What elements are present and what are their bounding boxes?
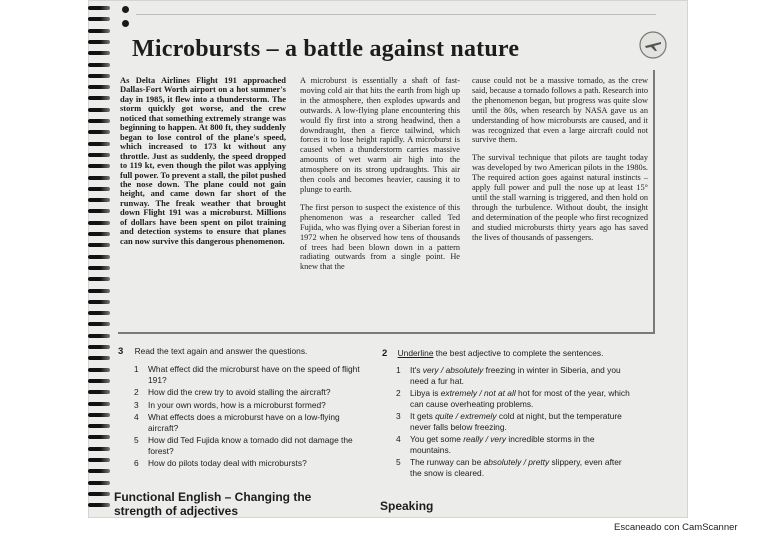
sentence-item <box>396 388 630 409</box>
sentence-start: Libya is <box>410 388 441 398</box>
article-box <box>118 70 655 334</box>
spiral-ring <box>88 435 110 439</box>
spiral-ring <box>88 322 110 326</box>
sentence-end: incredible storms in the mountains. <box>410 434 595 455</box>
sentence-end: slippery, even after the snow is cleared. <box>410 457 622 478</box>
sentence-number: 3 <box>396 411 401 421</box>
question-list <box>134 364 368 471</box>
sentence-number: 2 <box>396 388 401 398</box>
spiral-ring <box>88 413 110 417</box>
spiral-ring <box>88 402 110 406</box>
sentence-end: cold at night, but the temperature never falls below freezing. <box>410 411 622 432</box>
spiral-ring <box>88 17 110 21</box>
adjective-choices: absolutely / pretty <box>483 457 550 467</box>
binding-hole <box>122 6 129 13</box>
spiral-ring <box>88 492 110 496</box>
sentence-item <box>396 457 630 478</box>
article-column-1 <box>120 76 286 254</box>
spiral-ring <box>88 63 110 67</box>
spiral-ring <box>88 458 110 462</box>
sentence-end: freezing in winter in Siberia, and you need a fur hat. <box>410 365 621 386</box>
question-text: How do pilots today deal with microbursts? <box>148 458 307 468</box>
question-item <box>134 412 368 433</box>
spiral-ring <box>88 255 110 259</box>
spiral-ring <box>88 277 110 281</box>
binding-hole <box>122 20 129 27</box>
adjective-choices: really / very <box>463 434 507 444</box>
sentence-list <box>396 365 630 480</box>
spiral-ring <box>88 232 110 236</box>
adjective-choices: very / absolutely <box>422 365 484 375</box>
spiral-ring <box>88 108 110 112</box>
sentence-start: The runway can be <box>410 457 484 467</box>
spiral-ring <box>88 481 110 485</box>
sentence-number: 5 <box>396 457 401 467</box>
spiral-ring <box>88 153 110 157</box>
question-number: 3 <box>134 399 139 410</box>
article-paragraph: A microburst is essentially a shaft of fast-moving cold air that hits the earth from high up in the atmosphere, then explodes upwards and outwards. A low-flying plane encountering this would fly first into a strong headwind, then a downdraught, then a fierce tailwind, which forces it to lose height rapidly. A microburst is caused when a thunderstorm carries massive amounts of wet warm air high into the atmosphere on its strong updraughts. This air then cools and becomes heavier, causing it to plunge to earth. <box>300 76 460 194</box>
spiral-ring <box>88 334 110 338</box>
question-item <box>134 364 368 385</box>
sentence-start: It gets <box>410 411 436 421</box>
exercise-3-heading <box>118 346 307 358</box>
spiral-ring <box>88 289 110 293</box>
exercise-instruction: Read the text again and answer the questions. <box>134 346 308 356</box>
spiral-ring <box>88 300 110 304</box>
question-number: 2 <box>134 387 139 397</box>
spiral-ring <box>88 142 110 146</box>
exercise-instruction-underlined: Underline <box>397 348 434 358</box>
functional-english-heading: Functional English – Changing the strength of adjectives <box>114 490 312 518</box>
spiral-ring <box>88 447 110 451</box>
spiral-ring <box>88 221 110 225</box>
article-paragraph: cause could not be a massive tornado, as the crew said, because a tornado follows a path. Research into the phenomenon began, but progress was quite slow until the 80s, when research by NASA gave us an understanding of how microbursts are caused, and it was recognized that even a large aircraft could not survive them. <box>472 76 648 145</box>
question-item <box>134 400 368 411</box>
exercise-number: 2 <box>382 348 388 359</box>
spiral-ring <box>88 424 110 428</box>
sentence-number: 4 <box>396 434 401 444</box>
article-paragraph: The first person to suspect the existence of this phenomenon was a researcher called Ted Fujida, who was flying over a Siberian forest in 1972 when he observed how tens of thousands of trees had been blown down in a pattern radiating outwards from a single point. He knew that the <box>300 202 460 272</box>
spiral-ring <box>88 6 110 10</box>
question-text: What effect did the microburst have on the speed of flight 191? <box>148 364 360 385</box>
spiral-ring <box>88 469 110 473</box>
question-text: What effects does a microburst have on a low-flying aircraft? <box>148 412 340 433</box>
spiral-ring <box>88 164 110 168</box>
exercise-2-heading <box>382 348 603 360</box>
sentence-start: You get some <box>410 434 464 444</box>
article-paragraph: The survival technique that pilots are taught today was developed by two American pilots in the 1980s. The required action goes against natural instincts – apply full power and pull the nose up at least 15° until the stall warning is triggered, and then hold on through the turbulence. Without doubt, the insight and determination of the people who first recognized and studied microbursts thirty years ago has saved the lives of thousands of passengers. <box>472 153 648 242</box>
spiral-ring <box>88 198 110 202</box>
spiral-ring <box>88 379 110 383</box>
question-text: How did the crew try to avoid stalling the aircraft? <box>148 387 331 397</box>
plane-logo-icon <box>638 30 668 60</box>
article-title: Microbursts – a battle against nature <box>132 36 520 62</box>
question-text: How did Ted Fujida know a tornado did not damage the forest? <box>148 435 353 456</box>
spiral-ring <box>88 96 110 100</box>
spiral-ring <box>88 51 110 55</box>
spiral-ring <box>88 266 110 270</box>
spiral-ring <box>88 503 110 507</box>
question-item <box>134 387 368 398</box>
question-number: 6 <box>134 458 139 468</box>
spiral-ring <box>88 311 110 315</box>
sentence-item <box>396 434 630 455</box>
header-rule <box>136 14 656 15</box>
spiral-ring <box>88 40 110 44</box>
sentence-item <box>396 411 630 432</box>
spiral-ring <box>88 74 110 78</box>
question-number: 4 <box>134 412 139 422</box>
spiral-binding <box>88 0 114 518</box>
spiral-ring <box>88 130 110 134</box>
sentence-item <box>396 365 630 386</box>
spiral-ring <box>88 187 110 191</box>
spiral-ring <box>88 176 110 180</box>
question-item <box>134 435 368 456</box>
scanner-watermark: Escaneado con CamScanner <box>614 522 738 533</box>
article-column-2 <box>300 76 460 280</box>
spiral-ring <box>88 119 110 123</box>
spiral-ring <box>88 243 110 247</box>
exercise-instruction: the best adjective to complete the sentences. <box>433 348 604 358</box>
spiral-ring <box>88 345 110 349</box>
adjective-choices: quite / extremely <box>435 411 497 421</box>
spiral-ring <box>88 85 110 89</box>
spiral-ring <box>88 390 110 394</box>
question-number: 5 <box>134 435 139 445</box>
spiral-ring <box>88 209 110 213</box>
sentence-start: It's <box>410 365 423 375</box>
sentence-number: 1 <box>396 365 401 375</box>
exercise-number: 3 <box>118 346 124 357</box>
article-column-3 <box>472 76 648 251</box>
article-paragraph: As Delta Airlines Flight 191 approached Dallas-Fort Worth airport on a hot summer's day in 1985, it flew into a thunderstorm. The storm quickly got worse, and the crew noticed that something extremely strange was beginning to happen. At 800 ft, they suddenly began to lose control of the plane's speed, which increased to 173 kt without any throttle. Just as suddenly, the speed dropped to 119 kt, even though the pilot was applying full power. To prevent a stall, the pilot pushed the nose down. The plane could not gain height, and came down far short of the runway. The freak weather that brought down Flight 191 was a microburst. Millions of dollars have been spent on pilot training and detection systems to ensure that planes can now survive this dangerous phenomenon. <box>120 75 286 246</box>
speaking-heading: Speaking <box>380 499 434 513</box>
question-item <box>134 458 368 469</box>
spiral-ring <box>88 29 110 33</box>
spiral-ring <box>88 368 110 372</box>
question-number: 1 <box>134 364 139 374</box>
adjective-choices: extremely / not at all <box>440 388 516 398</box>
spiral-ring <box>88 356 110 360</box>
question-text: In your own words, how is a microburst formed? <box>148 399 326 410</box>
sentence-end: hot for most of the year, which can cause overheating problems. <box>410 388 630 409</box>
